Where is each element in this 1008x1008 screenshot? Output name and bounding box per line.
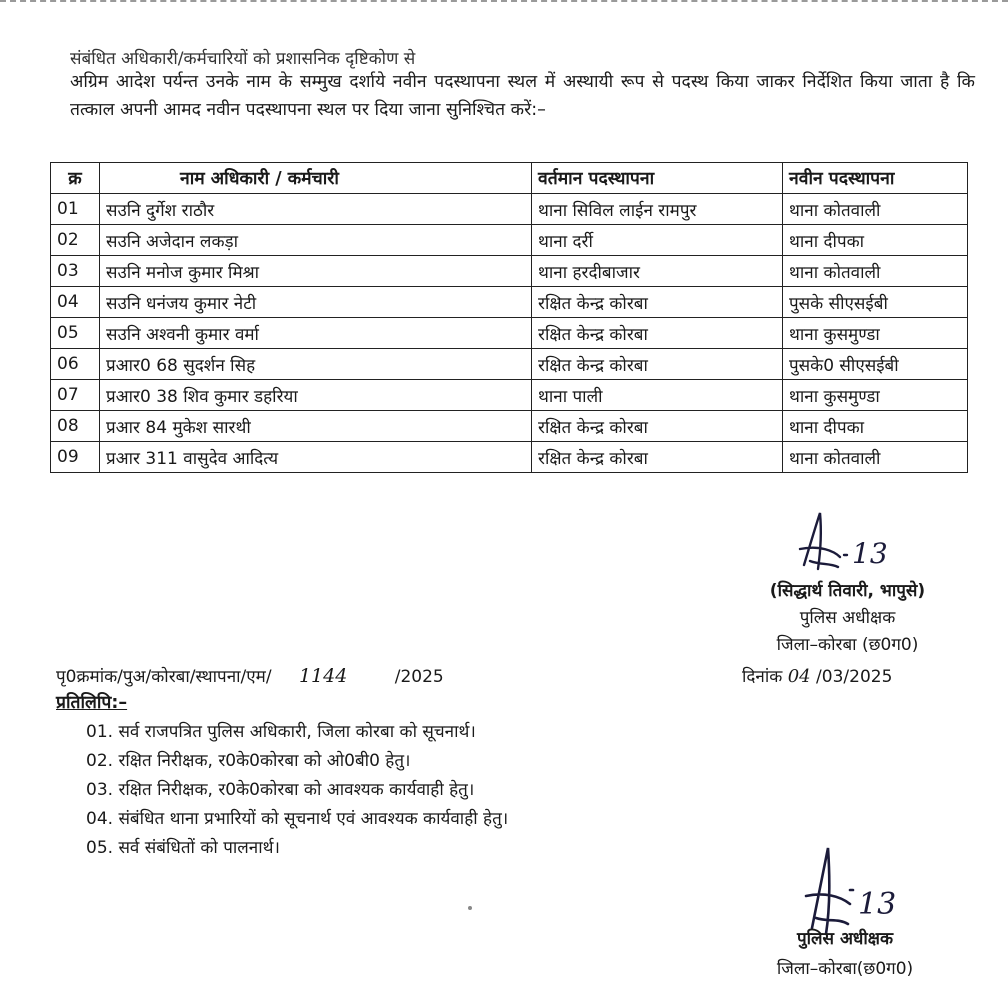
table-row — [51, 225, 968, 256]
cell-serial: 03 — [51, 256, 100, 287]
cell-name: प्रआर0 38 शिव कुमार डहरिया — [100, 380, 532, 411]
cell-current-posting: रक्षित केन्द्र कोरबा — [532, 411, 783, 442]
cell-new-posting: पुसके सीएसईबी — [783, 287, 968, 318]
table-row — [51, 194, 968, 225]
signature-bottom — [800, 838, 920, 938]
cell-current-posting: थाना पाली — [532, 380, 783, 411]
stray-dot — [468, 906, 472, 910]
cell-current-posting: थाना सिविल लाईन रामपुर — [532, 194, 783, 225]
cell-name: सउनि अजेदान लकड़ा — [100, 225, 532, 256]
date-prefix: दिनांक — [742, 667, 783, 687]
footer-designation: पुलिस अधीक्षक — [796, 929, 894, 949]
list-item: 03. रक्षित निरीक्षक, र0के0कोरबा को आवश्यक कार्यवाही हेतु। — [86, 780, 475, 800]
header-new-posting: नवीन पदस्थापना — [783, 163, 968, 194]
cell-name: प्रआर 84 मुकेश सारथी — [100, 411, 532, 442]
cell-current-posting: रक्षित केन्द्र कोरबा — [532, 287, 783, 318]
cell-new-posting: थाना दीपका — [783, 411, 968, 442]
cell-serial: 05 — [51, 318, 100, 349]
date-rest: /03/2025 — [816, 667, 893, 687]
table-header-row — [51, 163, 968, 194]
table-row — [51, 380, 968, 411]
order-paragraph: अग्रिम आदेश पर्यन्त उनके नाम के सम्मुख दर्शाये नवीन पदस्थापना स्थल में अस्थायी रूप से पदस्थ किया जाकर निर्देशित किया जाता है कि तत्काल अपनी आमद नवीन पदस्थापना स्थल पर दिया जाना सुनिश्चित करें:– — [70, 72, 975, 120]
cell-current-posting: रक्षित केन्द्र कोरबा — [532, 442, 783, 473]
cell-serial: 09 — [51, 442, 100, 473]
cell-new-posting: थाना कोतवाली — [783, 442, 968, 473]
signatory-name: (सिद्धार्थ तिवारी, भापुसे) — [769, 581, 926, 601]
cell-current-posting: थाना दर्री — [532, 225, 783, 256]
cell-serial: 08 — [51, 411, 100, 442]
cell-name: सउनि अश्वनी कुमार वर्मा — [100, 318, 532, 349]
cell-name: सउनि दुर्गेश राठौर — [100, 194, 532, 225]
cell-name: सउनि धनंजय कुमार नेटी — [100, 287, 532, 318]
list-item: 02. रक्षित निरीक्षक, र0के0कोरबा को ओ0बी0 हेतु। — [86, 751, 411, 771]
copy-title: प्रतिलिपि:– — [56, 693, 128, 713]
list-item: 01. सर्व राजपत्रित पुलिस अधिकारी, जिला कोरबा को सूचनार्थ। — [86, 722, 476, 742]
transfer-table — [50, 162, 968, 473]
cell-serial: 07 — [51, 380, 100, 411]
cell-name: प्रआर 311 वासुदेव आदित्य — [100, 442, 532, 473]
signatory-district: जिला–कोरबा (छ0ग0) — [776, 635, 919, 655]
reference-number: 1144 — [298, 665, 348, 687]
header-current-posting: वर्तमान पदस्थापना — [532, 163, 783, 194]
cell-serial: 02 — [51, 225, 100, 256]
cell-new-posting: थाना कुसमुण्डा — [783, 318, 968, 349]
list-item: 04. संबंधित थाना प्रभारियों को सूचनार्थ एवं आवश्यक कार्यवाही हेतु। — [86, 809, 509, 829]
cell-serial: 01 — [51, 194, 100, 225]
reference-prefix: पृ0क्रमांक/पुअ/कोरबा/स्थापना/एम/ — [56, 667, 272, 687]
cell-new-posting: थाना कोतवाली — [783, 194, 968, 225]
header-name: नाम अधिकारी / कर्मचारी — [100, 163, 532, 194]
cell-serial: 06 — [51, 349, 100, 380]
date-line — [742, 664, 892, 687]
list-item: 05. सर्व संबंधितों को पालनार्थ। — [86, 838, 280, 858]
cell-new-posting: थाना कोतवाली — [783, 256, 968, 287]
cell-new-posting: पुसके0 सीएसईबी — [783, 349, 968, 380]
signatory-designation: पुलिस अधीक्षक — [799, 608, 896, 628]
table-row — [51, 349, 968, 380]
table-row — [51, 442, 968, 473]
signature-scrawl: 13 — [858, 887, 897, 922]
cell-serial: 04 — [51, 287, 100, 318]
signatory-block — [740, 578, 955, 659]
table-row — [51, 287, 968, 318]
cell-new-posting: थाना कुसमुण्डा — [783, 380, 968, 411]
top-dashed-border — [0, 0, 1008, 6]
cut-off-text-line: संबंधित अधिकारी/कर्मचारियों को प्रशासनिक दृष्टिकोण से — [70, 49, 416, 69]
cell-new-posting: थाना दीपका — [783, 225, 968, 256]
cell-current-posting: रक्षित केन्द्र कोरबा — [532, 318, 783, 349]
copy-list — [86, 718, 508, 863]
header-serial: क्र — [51, 163, 100, 194]
reference-suffix: /2025 — [394, 667, 444, 687]
signature-scrawl: 13 — [852, 537, 888, 570]
table-row — [51, 318, 968, 349]
footer-signatory-block — [740, 924, 950, 984]
date-day: 04 — [787, 666, 811, 687]
cell-current-posting: रक्षित केन्द्र कोरबा — [532, 349, 783, 380]
cell-current-posting: थाना हरदीबाजार — [532, 256, 783, 287]
table-row — [51, 256, 968, 287]
reference-number-line — [56, 664, 444, 687]
cell-name: सउनि मनोज कुमार मिश्रा — [100, 256, 532, 287]
table-row — [51, 411, 968, 442]
cell-name: प्रआर0 68 सुदर्शन सिह — [100, 349, 532, 380]
signature-top — [790, 505, 920, 580]
footer-district: जिला–कोरबा(छ0ग0) — [776, 959, 914, 979]
